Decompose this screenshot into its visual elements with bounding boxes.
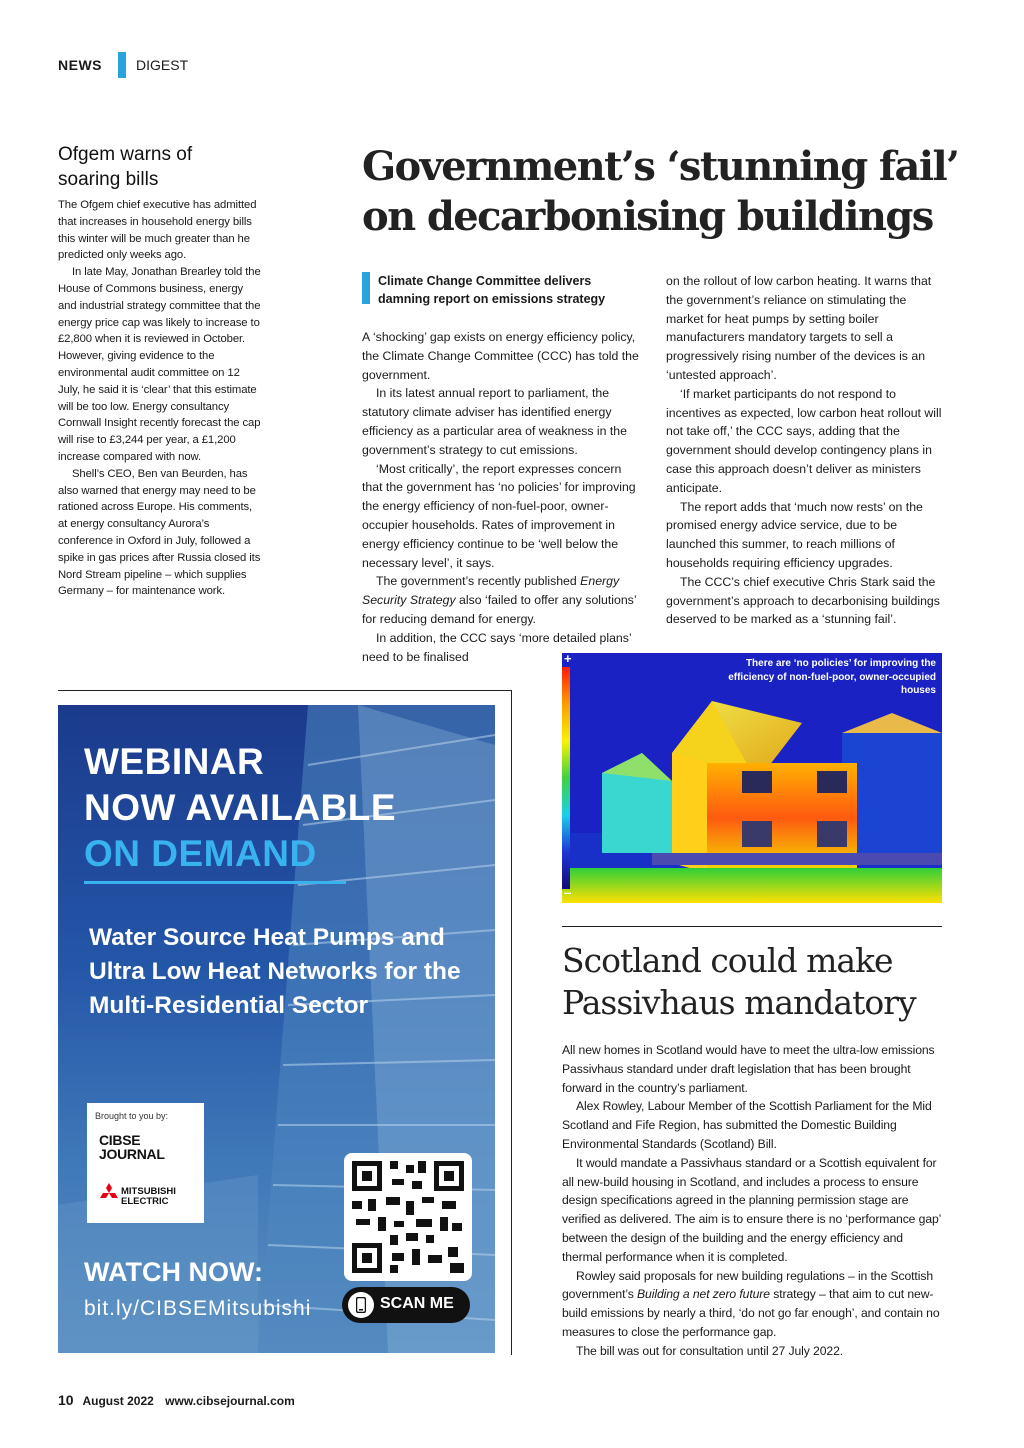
ad-headline-line-3: ON DEMAND <box>84 833 317 874</box>
scotland-article-body <box>562 1041 942 1361</box>
section-divider-bar <box>118 52 126 78</box>
qr-code[interactable] <box>344 1153 472 1281</box>
divider-line <box>562 926 942 927</box>
scale-cold-label: – <box>564 885 572 900</box>
page-number: 10 <box>58 1392 74 1408</box>
mitsubishi-electric-logo: MITSUBISHI ELECTRIC <box>99 1179 199 1213</box>
subsection-label: DIGEST <box>136 57 189 73</box>
brought-to-you-label: Brought to you by: <box>95 1111 169 1121</box>
ofgem-paragraph: The Ofgem chief executive has admitted that increases in household energy bills this winter will be much greater than he predicted only weeks ago. <box>58 199 257 262</box>
scotland-headline: Scotland could make Passivhaus mandatory <box>562 941 916 1022</box>
page-footer <box>58 1392 295 1408</box>
main-paragraph: In addition, the CCC says ‘more detailed plans’ need to be finalised <box>362 630 632 664</box>
main-article-column-1 <box>362 328 642 666</box>
scale-hot-label: + <box>564 653 572 666</box>
publication-title: Building a net zero future <box>637 1287 770 1302</box>
image-caption: There are ‘no policies’ for improving the efficiency of non-fuel-poor, owner-occupied houses <box>728 658 936 696</box>
scan-me-label: SCAN ME <box>380 1295 454 1312</box>
publication-title: Energy Security Strategy <box>362 574 620 608</box>
mitsubishi-diamonds-icon <box>99 1183 119 1203</box>
ofgem-headline: Ofgem warns of soaring bills <box>58 144 193 190</box>
main-paragraph: The government’s recently published Energy Security Strategy also ‘failed to offer any solutions’ for reducing demand for energy. <box>362 574 637 626</box>
ofgem-paragraph: Shell’s CEO, Ben van Beurden, has also warned that energy may need to be rationed across Europe. His comments, at energy consultancy Aurora’s conference in Oxford in July, followed a spike in gas prices after Russia closed its Nord Stream pipeline – which supplies Germany – for maintenance work. <box>58 467 261 598</box>
scotland-paragraph: The bill was out for consultation until 27 July 2022. <box>576 1343 844 1358</box>
qr-code-pattern <box>352 1161 464 1273</box>
ad-headline-line-2: NOW AVAILABLE <box>84 787 397 828</box>
issue-date: August 2022 <box>82 1394 154 1408</box>
scan-me-button[interactable] <box>342 1287 470 1323</box>
ofgem-article-body <box>58 197 262 600</box>
main-standfirst: Climate Change Committee delivers damning report on emissions strategy <box>378 274 606 306</box>
scotland-paragraph: It would mandate a Passivhaus standard or a Scottish equivalent for all new-build housing in Scotland, and includes a process to ensure design specifications agreed in the planning permission stage are verified as delivered. The aim is to ensure there is no ‘performance gap’ between the design of the building and the energy efficiency and thermal performance when it is completed. <box>562 1155 941 1264</box>
standfirst-bar <box>362 272 370 304</box>
main-paragraph: The CCC’s chief executive Chris Stark said the government’s approach to decarbonising buildings deserved to be marked as a ‘stunning fail’. <box>666 574 940 627</box>
scotland-paragraph: Alex Rowley, Labour Member of the Scottish Parliament for the Mid Scotland and Fife Region, has submitted the Domestic Building Environmental Standards (Scotland) Bill. <box>562 1099 932 1151</box>
main-headline: Government’s ‘stunning fail’ on decarbonising buildings <box>362 143 959 240</box>
divider-line <box>511 690 512 1355</box>
ad-headline-line-1: WEBINAR <box>84 741 265 782</box>
website-link[interactable]: www.cibsejournal.com <box>165 1394 295 1408</box>
main-paragraph: ‘If market participants do not respond to incentives as expected, low carbon heat rollout will not take off,’ the CCC says, adding that the government should develop contingency plans in case this approach doesn’t deliver as ministers anticipate. <box>666 386 942 495</box>
scotland-paragraph: Rowley said proposals for new building regulations – in the Scottish government’s Building a net zero future strategy – that aim to cut new-build emissions by nearly a third, ‘do not go far enough’, and contain no measures to close the performance gap. <box>562 1268 940 1339</box>
temperature-scale-bar <box>562 667 570 889</box>
cibse-journal-logo: CIBSE JOURNAL <box>99 1132 165 1162</box>
ofgem-paragraph: In late May, Jonathan Brearley told the House of Commons business, energy and industrial strategy committee that the energy price cap was likely to increase to £2,800 when it is reviewed in October. However, giving evidence to the environmental audit committee on 12 July, he said it is ‘clear’ that this estimate will be too low. Energy consultancy Cornwall Insight recently forecast the cap will rise to £3,244 per year, a £1,200 increase compared with now. <box>58 266 261 463</box>
main-article-column-2 <box>666 272 942 629</box>
watch-now-label: WATCH NOW: <box>84 1257 263 1287</box>
webinar-advertisement[interactable] <box>58 705 495 1353</box>
main-paragraph: A ‘shocking’ gap exists on energy efficiency policy, the Climate Change Committee (CCC) has told the government. <box>362 330 639 382</box>
main-paragraph: In its latest annual report to parliament, the statutory climate adviser has identified energy efficiency as a particular area of weakness in the government’s strategy to cut emissions. <box>362 386 627 457</box>
main-paragraph: on the rollout of low carbon heating. It warns that the government’s reliance on stimulating the market for heat pumps by setting boiler manufacturers mandatory targets to sell a progressively rising number of the devices is an ‘untested approach’. <box>666 274 932 382</box>
main-paragraph: The report adds that ‘much now rests’ on the promised energy advice service, due to be launched this summer, to reach millions of households requiring efficiency upgrades. <box>666 499 923 570</box>
scotland-paragraph: All new homes in Scotland would have to meet the ultra-low emissions Passivhaus standard under draft legislation that has been brought forward in the country’s parliament. <box>562 1043 935 1095</box>
main-paragraph: ‘Most critically’, the report expresses concern that the government has ‘no policies’ for improving the energy efficiency of non-fuel-poor, owner-occupier households. Rates of improvement in energy efficiency continue to be ‘well below the necessary level’, it says. <box>362 461 636 570</box>
ad-headline-underline <box>84 881 346 884</box>
divider-line <box>58 690 512 691</box>
webinar-link[interactable]: bit.ly/CIBSEMitsubishi <box>84 1297 312 1320</box>
section-label: NEWS <box>58 57 102 73</box>
sponsor-logos-box <box>87 1103 204 1223</box>
thermal-house-image <box>562 653 942 903</box>
ad-webinar-title: Water Source Heat Pumps and Ultra Low Heat Networks for the Multi-Residential Sector <box>89 924 461 1019</box>
phone-icon <box>348 1292 374 1318</box>
